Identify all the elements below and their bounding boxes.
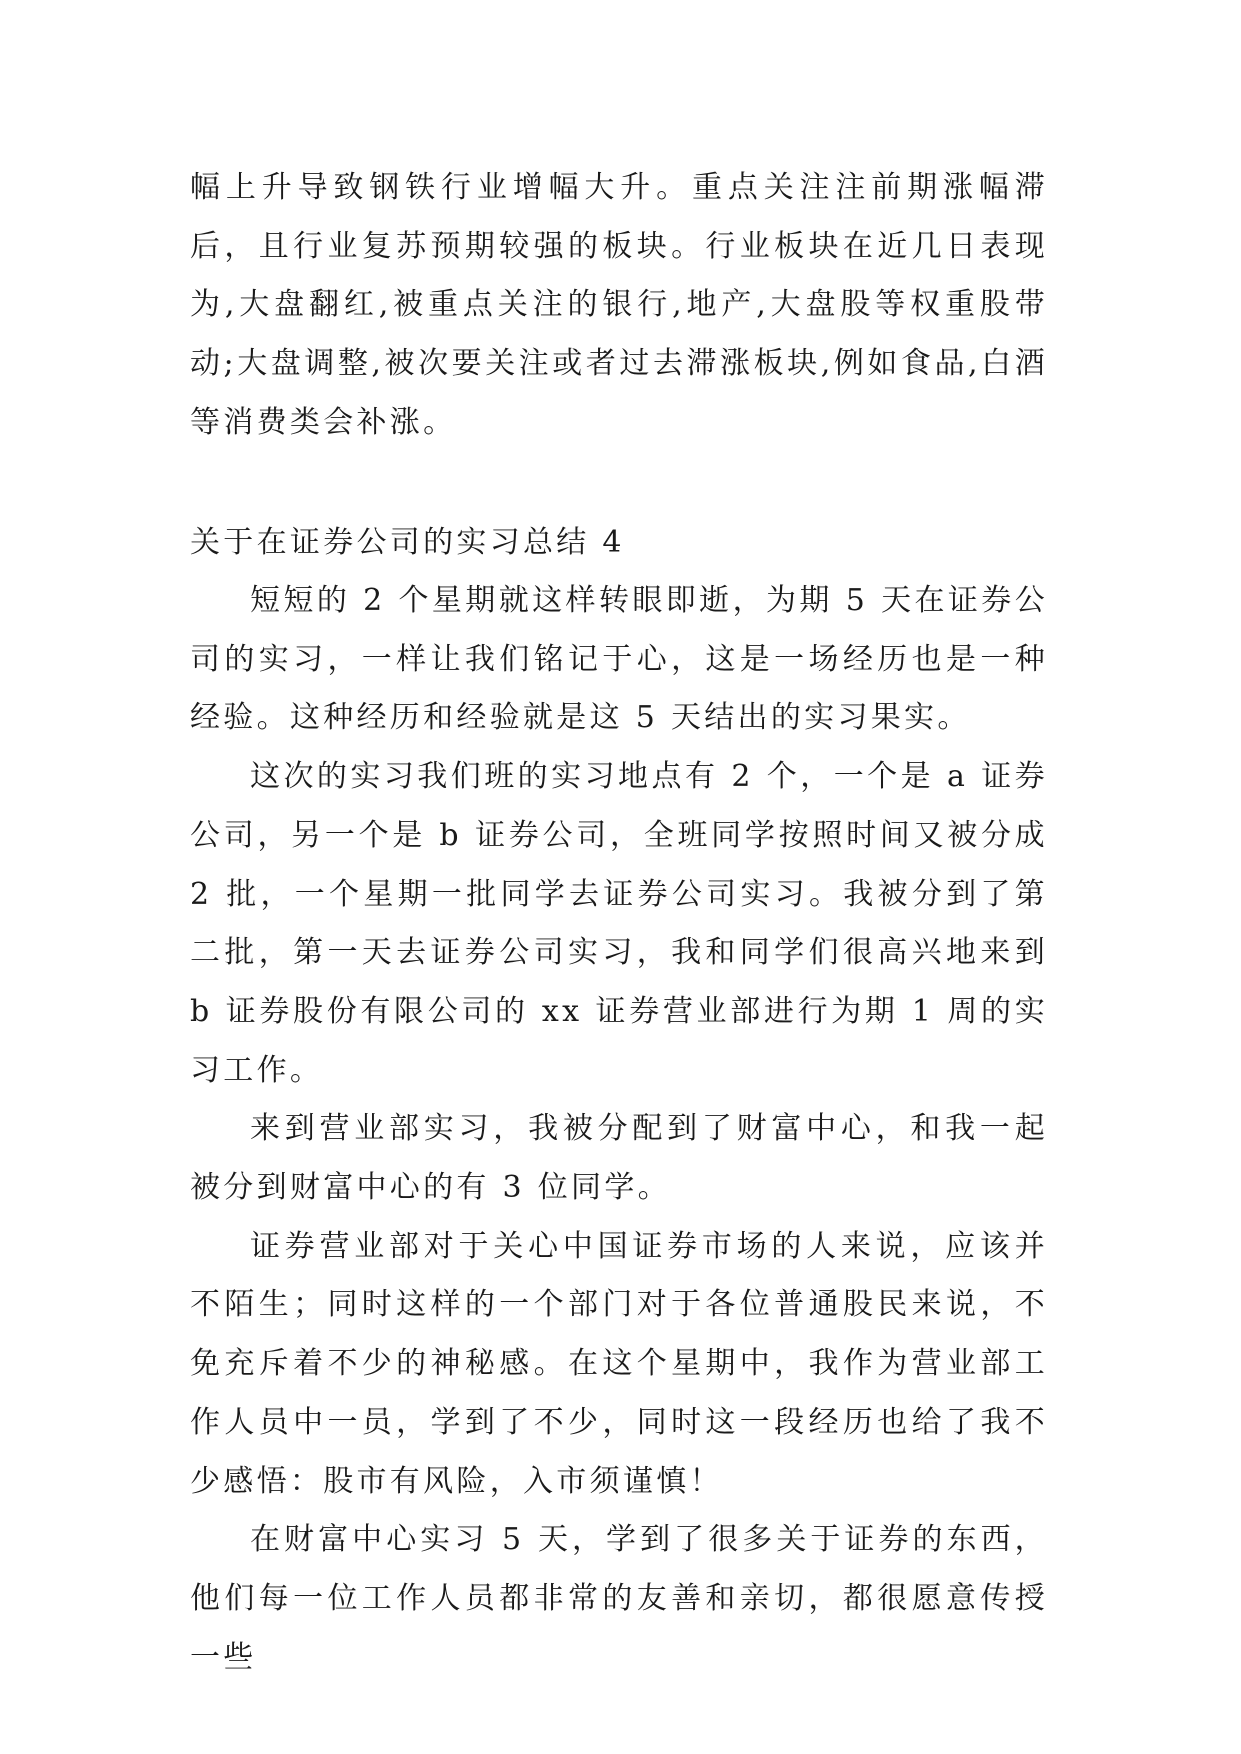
section-body [190,572,1048,1687]
body-paragraph: 来到营业部实习，我被分配到了财富中心，和我一起被分到财富中心的有 3 位同学。 [190,1111,1048,1206]
section-title: 关于在证券公司的实习总结 4 [190,525,625,560]
body-paragraph: 短短的 2 个星期就这样转眼即逝，为期 5 天在证券公司的实习，一样让我们铭记于心，这是一场经历也是一种经验。这种经历和经验就是这 5 天结出的实习果实。 [190,583,1048,736]
intro-section [190,159,1048,453]
intro-paragraph: 幅上升导致钢铁行业增幅大升。重点关注注前期涨幅滞后，且行业复苏预期较强的板块。行业板块在近几日表现为,大盘翻红,被重点关注的银行,地产,大盘股等权重股带动;大盘调整,被次要关注或者过去滞涨板块,例如食品,白酒等消费类会补涨。 [190,170,1048,440]
body-paragraph: 证券营业部对于关心中国证券市场的人来说，应该并不陌生；同时这样的一个部门对于各位普通股民来说，不免充斥着不少的神秘感。在这个星期中，我作为营业部工作人员中一员，学到了不少，同时这一段经历也给了我不少感悟：股市有风险，入市须谨慎！ [190,1228,1048,1499]
body-paragraph: 这次的实习我们班的实习地点有 2 个，一个是 a 证券公司，另一个是 b 证券公司，全班同学按照时间又被分成 2 批，一个星期一批同学去证券公司实习。我被分到了第二批，第一天去证券公司实习，我和同学们很高兴地来到 b 证券股份有限公司的 xx 证券营业部进行为期 1 周的实习工作。 [190,759,1048,1088]
section-header [190,514,1048,573]
body-paragraph: 在财富中心实习 5 天，学到了很多关于证券的东西，他们每一位工作人员都非常的友善和亲切，都很愿意传授一些 [190,1522,1048,1675]
